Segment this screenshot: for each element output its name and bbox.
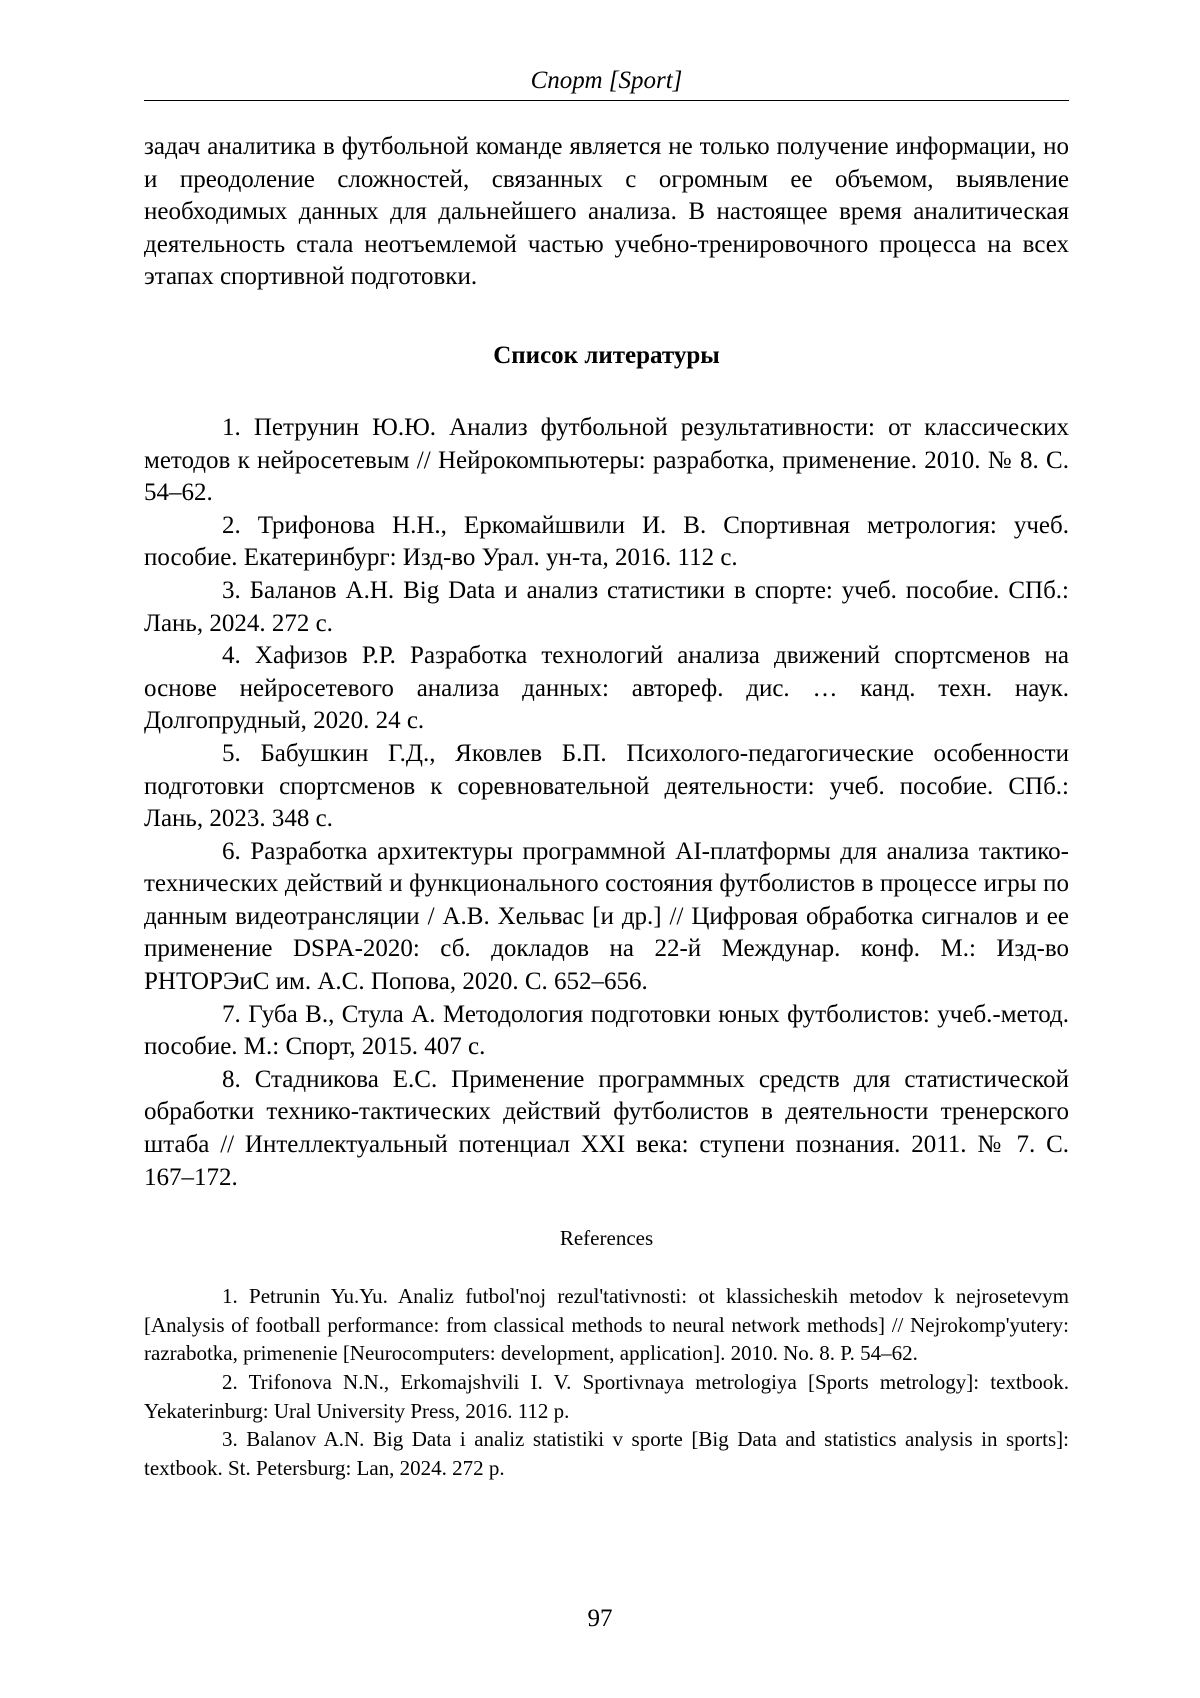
literature-item: 6. Разработка архитектуры программной AI-платформы для анализа тактико-технических действий и функционального состояния футболистов в процессе игры по данным видеотрансляции / А.В. Хельвас [и др.] // Цифровая обработка сигналов и ее применение DSPA-2020: сб. докладов на 22-й Междунар. конф. М.: Изд-во РНТОРЭиС им. А.С. Попова, 2020. С. 652–656. bbox=[144, 837, 1069, 996]
reference-item: 3. Balanov A.N. Big Data i analiz statistiki v sporte [Big Data and statistics analysis in sports]: textbook. St. Petersburg: Lan, 2024. 272 p. bbox=[144, 1427, 1069, 1480]
references-list bbox=[144, 1282, 1069, 1482]
literature-title: Список литературы bbox=[493, 341, 720, 369]
literature-item: 8. Стадникова Е.С. Применение программных средств для статистической обработки технико-тактических действий футболистов в деятельности тренерского штаба // Интеллектуальный потенциал XXI века: ступени познания. 2011. № 7. С. 167–172. bbox=[144, 1065, 1069, 1191]
literature-item: 5. Бабушкин Г.Д., Яковлев Б.П. Психолого-педагогические особенности подготовки спортсменов к соревновательной деятельности: учеб. пособие. СПб.: Лань, 2023. 348 с. bbox=[144, 739, 1069, 833]
page-content bbox=[144, 66, 1069, 1482]
literature-item: 7. Губа В., Стула А. Методология подготовки юных футболистов: учеб.-метод. пособие. М.: Спорт, 2015. 407 с. bbox=[144, 1000, 1069, 1061]
references-title: References bbox=[559, 1226, 654, 1251]
running-header: Спорт [Sport] bbox=[144, 66, 1069, 101]
reference-item: 1. Petrunin Yu.Yu. Analiz futbol'noj rezul'tativnosti: ot klassicheskih metodov k nejrosetevym [Analysis of football performance: from classical methods to neural network methods] // Nejrokomp'yutery: razrabotka, primenenie [Neurocomputers: development, application]. 2010. No. 8. P. 54–62. bbox=[144, 1284, 1069, 1366]
page-number: 97 bbox=[587, 1605, 613, 1632]
literature-item: 4. Хафизов Р.Р. Разработка технологий анализа движений спортсменов на основе нейросетевого анализа данных: автореф. дис. … канд. техн. наук. Долгопрудный, 2020. 24 с. bbox=[144, 642, 1069, 735]
intro-paragraph: задач аналитика в футбольной команде является не только получение информации, но и преодоление сложностей, связанных с огромным ее объемом, выявление необходимых данных для дальнейшего анализа. В настоящее время аналитическая деятельность стала неотъемлемой частью учебно-тренировочного процесса на всех этапах спортивной подготовки. bbox=[144, 133, 1069, 291]
literature-list bbox=[144, 412, 1069, 1194]
reference-item: 2. Trifonova N.N., Erkomajshvili I. V. Sportivnaya metrologiya [Sports metrology]: textbook. Yekaterinburg: Ural University Press, 2016. 112 p. bbox=[144, 1370, 1069, 1423]
literature-item: 3. Баланов А.Н. Big Data и анализ статистики в спорте: учеб. пособие. СПб.: Лань, 2024. 272 с. bbox=[144, 576, 1069, 637]
literature-item: 2. Трифонова Н.Н., Еркомайшвили И. В. Спортивная метрология: учеб. пособие. Екатеринбург: Изд-во Урал. ун-та, 2016. 112 с. bbox=[144, 511, 1069, 572]
literature-item: 1. Петрунин Ю.Ю. Анализ футбольной результативности: от классических методов к нейросетевым // Нейрокомпьютеры: разработка, применение. 2010. № 8. С. 54–62. bbox=[144, 413, 1069, 507]
